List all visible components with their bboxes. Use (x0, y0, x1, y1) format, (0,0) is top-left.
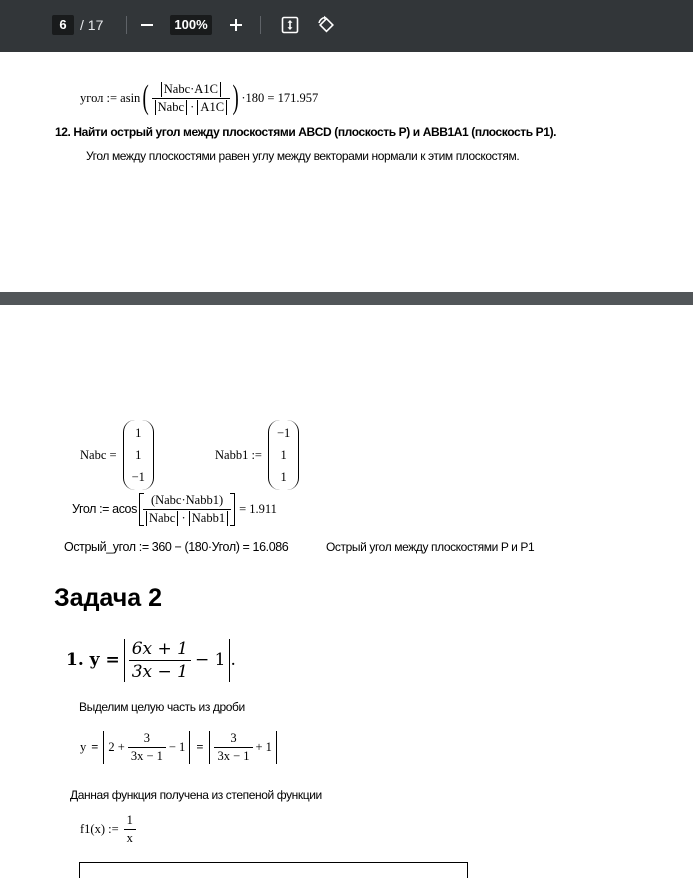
fraction-numerator: 3 (143, 730, 150, 745)
minus-icon (140, 18, 154, 32)
vector-value: 1 (135, 448, 142, 462)
vector-value: 1 (135, 426, 142, 440)
formula-text: f1(x) := (80, 821, 119, 836)
f1-definition (80, 810, 136, 848)
fraction-numerator: 6x + 1 (131, 638, 188, 659)
vector-value: 1 (280, 470, 287, 484)
fraction-denominator: 3x − 1 (129, 660, 191, 682)
page-total: / 17 (80, 17, 104, 33)
task2-heading: Задача 2 (54, 584, 162, 612)
paren-right: ) (232, 79, 239, 116)
bracket-group (139, 493, 235, 526)
pdf-toolbar (0, 0, 693, 52)
formula-text: + 1 (255, 739, 272, 754)
fraction (128, 731, 166, 764)
fraction (152, 82, 230, 115)
text-power-function: Данная функция получена из степеной функции (70, 788, 322, 802)
y-equation (80, 725, 277, 769)
ugol-formula (72, 488, 277, 530)
fraction-denominator-a: Nabc (155, 100, 187, 115)
fraction-denominator-a: Nabc (146, 511, 178, 526)
dot: · (190, 99, 195, 114)
fraction (214, 731, 252, 764)
rotate-icon (316, 15, 336, 35)
formula-result: = 1.911 (239, 501, 277, 516)
pdf-page (0, 305, 693, 878)
formula-result: ·180 = 171.957 (241, 90, 319, 105)
fraction (124, 813, 136, 846)
task12-text: Угол между плоскостями равен углу между векторами нормали к этим плоскостям. (86, 149, 520, 163)
formula-text: Угол := acos (72, 502, 137, 516)
fraction-numerator: (Nabc·Nabb1) (150, 492, 224, 507)
angle-formula (80, 78, 318, 118)
page-number-input[interactable]: 6 (52, 15, 74, 35)
abs-group (103, 731, 190, 764)
formula-text: − 1 (168, 739, 186, 754)
zoom-in-button[interactable] (224, 13, 248, 37)
fit-page-icon (281, 16, 299, 34)
abs-group (124, 639, 231, 682)
fraction-numerator: Nabc·A1C (161, 82, 221, 97)
pdf-page (0, 52, 693, 292)
toolbar-divider (126, 16, 127, 34)
paren-left: ( (142, 79, 150, 116)
fit-page-button[interactable] (278, 13, 302, 37)
task2-formula (66, 635, 236, 685)
dot: · (181, 510, 186, 525)
zoom-out-button[interactable] (135, 13, 159, 37)
fraction-denominator: 3x − 1 (214, 747, 252, 764)
vector-label: Nabc = (80, 447, 117, 462)
formula-text: − 1 (195, 650, 226, 670)
fraction-denominator: 3x − 1 (128, 747, 166, 764)
fraction-denominator-b: A1C (197, 100, 227, 115)
text-select-integer: Выделим целую часть из дроби (79, 700, 245, 714)
fraction-denominator: x (124, 829, 136, 846)
vector-label: Nabb1 := (215, 447, 262, 462)
vector-value: 1 (280, 448, 287, 462)
vector-value: −1 (131, 470, 145, 484)
fraction-denominator-b: Nabb1 (189, 511, 228, 526)
fraction-numerator: 3 (230, 730, 237, 745)
formula-text: 1. y = (66, 650, 120, 670)
formula-text: Острый_угол := 360 − (180·Угол) = 16.086 (64, 540, 289, 554)
vector-matrix (123, 420, 154, 490)
formula-text: угол := asin (80, 90, 141, 105)
rotate-button[interactable] (314, 13, 338, 37)
equals: = (91, 739, 99, 754)
task12-title: 12. Найти острый угол между плоскостями ABCD (плоскость P) и ABB1A1 (плоскость P1). (55, 125, 557, 139)
formula-text: y (80, 739, 87, 754)
vector-matrix (268, 420, 299, 490)
nabb1-vector (215, 420, 299, 490)
sharp-angle-formula (64, 540, 288, 555)
formula-text: . (230, 650, 236, 670)
plot-frame (79, 862, 468, 878)
plus-icon (229, 18, 243, 32)
zoom-input[interactable]: 100% (170, 15, 212, 35)
fraction-numerator: 1 (126, 812, 133, 827)
equals: = (196, 739, 204, 754)
nabc-vector (80, 420, 154, 490)
formula-text: 2 + (108, 739, 125, 754)
fraction (143, 493, 231, 526)
abs-group (209, 731, 277, 764)
sharp-angle-note: Острый угол между плоскостями P и P1 (326, 540, 535, 554)
toolbar-divider (260, 16, 261, 34)
vector-value: −1 (276, 426, 291, 440)
fraction (129, 639, 191, 682)
